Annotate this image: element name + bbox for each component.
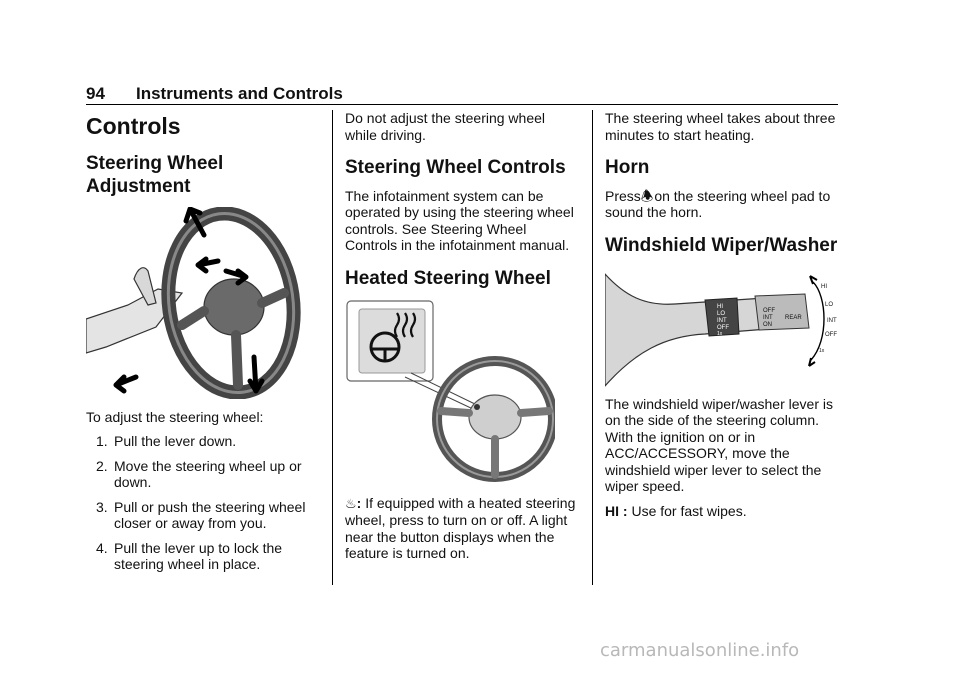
page-header (86, 82, 838, 104)
lever-label-right-1x: 1x (819, 347, 825, 354)
lever-label-right-lo: LO (825, 301, 834, 308)
page-number: 94 (86, 84, 105, 103)
lever-label-left-lo: LO (717, 310, 726, 317)
column-divider-1 (332, 110, 333, 585)
heating-time-paragraph: The steering wheel takes about three minutes to start heating. (605, 110, 836, 143)
lever-label-left-1x: 1x (717, 330, 723, 337)
steering-adjust-illustration (86, 207, 322, 399)
driving-warning: Do not adjust the steering wheel while driving. (345, 110, 546, 143)
controls-paragraph: The infotainment system can be operated by using the steering wheel controls. See Steering Wheel Controls in the infotainment manual. (345, 187, 574, 254)
header-rule (86, 104, 838, 105)
lever-label-mid-on: ON (763, 321, 772, 328)
lever-label-right-int: INT (827, 317, 837, 324)
column-2 (345, 110, 577, 570)
watermark: carmanualsonline.info (600, 640, 800, 661)
column-1 (86, 110, 322, 581)
lever-label-rear: REAR (785, 314, 802, 321)
lever-label-right-off: OFF (825, 331, 837, 338)
lever-label-left-hi: HI (717, 303, 723, 310)
list-item: 1. Pull the lever down. (96, 433, 237, 450)
heated-wheel-icon: ♨ (345, 495, 357, 511)
section-heading-horn: Horn (605, 157, 650, 178)
heated-paragraph: ♨: If equipped with a heated steering wheel, press to turn on or off. A light near the button displays when the feature is turned on. (345, 494, 576, 562)
list-item: 4. Pull the lever up to lock the steering wheel in place. (96, 539, 283, 573)
hi-paragraph: HI : Use for fast wipes. (605, 502, 747, 519)
lever-label-right-hi: HI (821, 283, 827, 290)
lever-label-left-off: OFF (717, 324, 729, 331)
section-heading-heated-wheel: Heated Steering Wheel (345, 267, 551, 289)
column-divider-2 (592, 110, 593, 585)
lever-label-mid-off: OFF (763, 307, 775, 314)
lever-label-left-int: INT (717, 317, 727, 324)
horn-icon: 🕭 (640, 187, 655, 204)
list-item: 2. Move the steering wheel up or down. (96, 457, 302, 491)
wiper-paragraph: The windshield wiper/washer lever is on the side of the steering column. With the ignition on or in ACC/ACCESSORY, move the windshield wiper lever to select the wiper speed. (605, 395, 833, 495)
adjust-steps-list (86, 433, 322, 573)
chapter-title: Controls (86, 113, 181, 139)
adjust-intro: To adjust the steering wheel: (86, 408, 264, 425)
wiper-lever-illustration (605, 266, 843, 388)
section-title: Instruments and Controls (136, 84, 343, 103)
horn-paragraph: Press🕭on the steering wheel pad to sound the horn. (605, 187, 831, 221)
list-item: 3. Pull or push the steering wheel closer or away from you. (96, 498, 306, 532)
heated-wheel-illustration (345, 299, 555, 485)
section-heading-steering-controls: Steering Wheel Controls (345, 157, 566, 178)
lever-label-mid-int: INT (763, 314, 773, 321)
column-3 (605, 110, 845, 527)
section-heading-wiper: Windshield Wiper/Washer (605, 234, 838, 256)
section-heading-steering-adjustment: Steering Wheel Adjustment (86, 153, 224, 198)
